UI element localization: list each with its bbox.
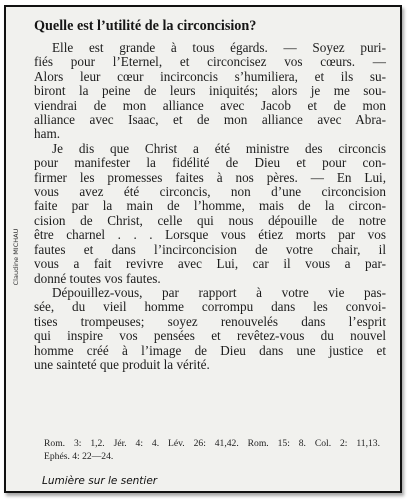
body-text	[34, 41, 386, 372]
text-line: firmer les promesses faites à nos pères. — En Lui,	[34, 169, 386, 185]
reference-line: Ephés. 4: 22—24.	[44, 451, 114, 462]
page-title: Quelle est l’utilité de la circoncision?	[34, 18, 257, 34]
text-line: être charnel . . . Lorsque vous étiez morts par vos	[34, 227, 386, 243]
reference-line: Rom. 3: 1,2. Jér. 4: 4. Lév. 26: 41,42. Rom. 15: 8. Col. 2: 11,13.	[44, 438, 380, 449]
paragraph	[34, 286, 386, 372]
text-line: vous a fait revivre avec Lui, car il vous a par-	[34, 256, 386, 272]
text-line: Alors leur cœur incirconcis s’humiliera, et ils su-	[34, 68, 386, 84]
photo-credit-text: Claudine MICHAU	[12, 228, 20, 286]
text-line: homme créé à l’image de Dieu dans une justice et	[34, 342, 386, 358]
text-line: viendrai de mon alliance avec Jacob et de mon	[34, 97, 386, 113]
text-line: alliance avec Isaac, et de mon alliance avec Abra-	[34, 112, 386, 128]
text-line: fautes et dans l’incirconcision de votre chair, il	[34, 241, 386, 257]
text-line: Dépouillez-vous, par rapport à votre vie pas-	[52, 284, 386, 300]
text-line: une sainteté que produit la vérité.	[34, 356, 210, 372]
paragraph	[34, 41, 386, 142]
text-line: tises trompeuses; soyez renouvelés dans l’esprit	[34, 313, 386, 329]
text-line: pour manifester la fidélité de Dieu et pour con-	[34, 155, 386, 171]
text-line: faite par la main de l’homme, mais de la circon-	[34, 198, 386, 214]
source-caption: Lumière sur le sentier	[42, 475, 158, 487]
text-line: cision de Christ, celle qui nous dépouille de notre	[34, 212, 386, 228]
scripture-references	[44, 437, 380, 463]
text-line: Je dis que Christ a été ministre des circoncis	[52, 140, 386, 156]
text-line: biront la peine de leurs iniquités; alors je me sou-	[34, 83, 386, 99]
text-line: vous avez été circoncis, non d’une circoncision	[34, 184, 386, 200]
text-line: fiés pour l’Eternel, et circoncisez vos cœurs. —	[34, 54, 386, 70]
page-frame	[4, 5, 402, 493]
paragraph	[34, 142, 386, 286]
text-line: qui inspire vos pensées et revêtez-vous du nouvel	[34, 328, 386, 344]
page-content	[34, 17, 386, 372]
text-line: donné toutes vos fautes.	[34, 270, 161, 286]
text-line: Elle est grande à tous égards. — Soyez puri-	[52, 40, 386, 55]
photo-credit	[10, 167, 22, 347]
text-line: ham.	[34, 126, 61, 142]
text-line: sée, du vieil homme corrompu dans les convoi-	[34, 299, 386, 315]
